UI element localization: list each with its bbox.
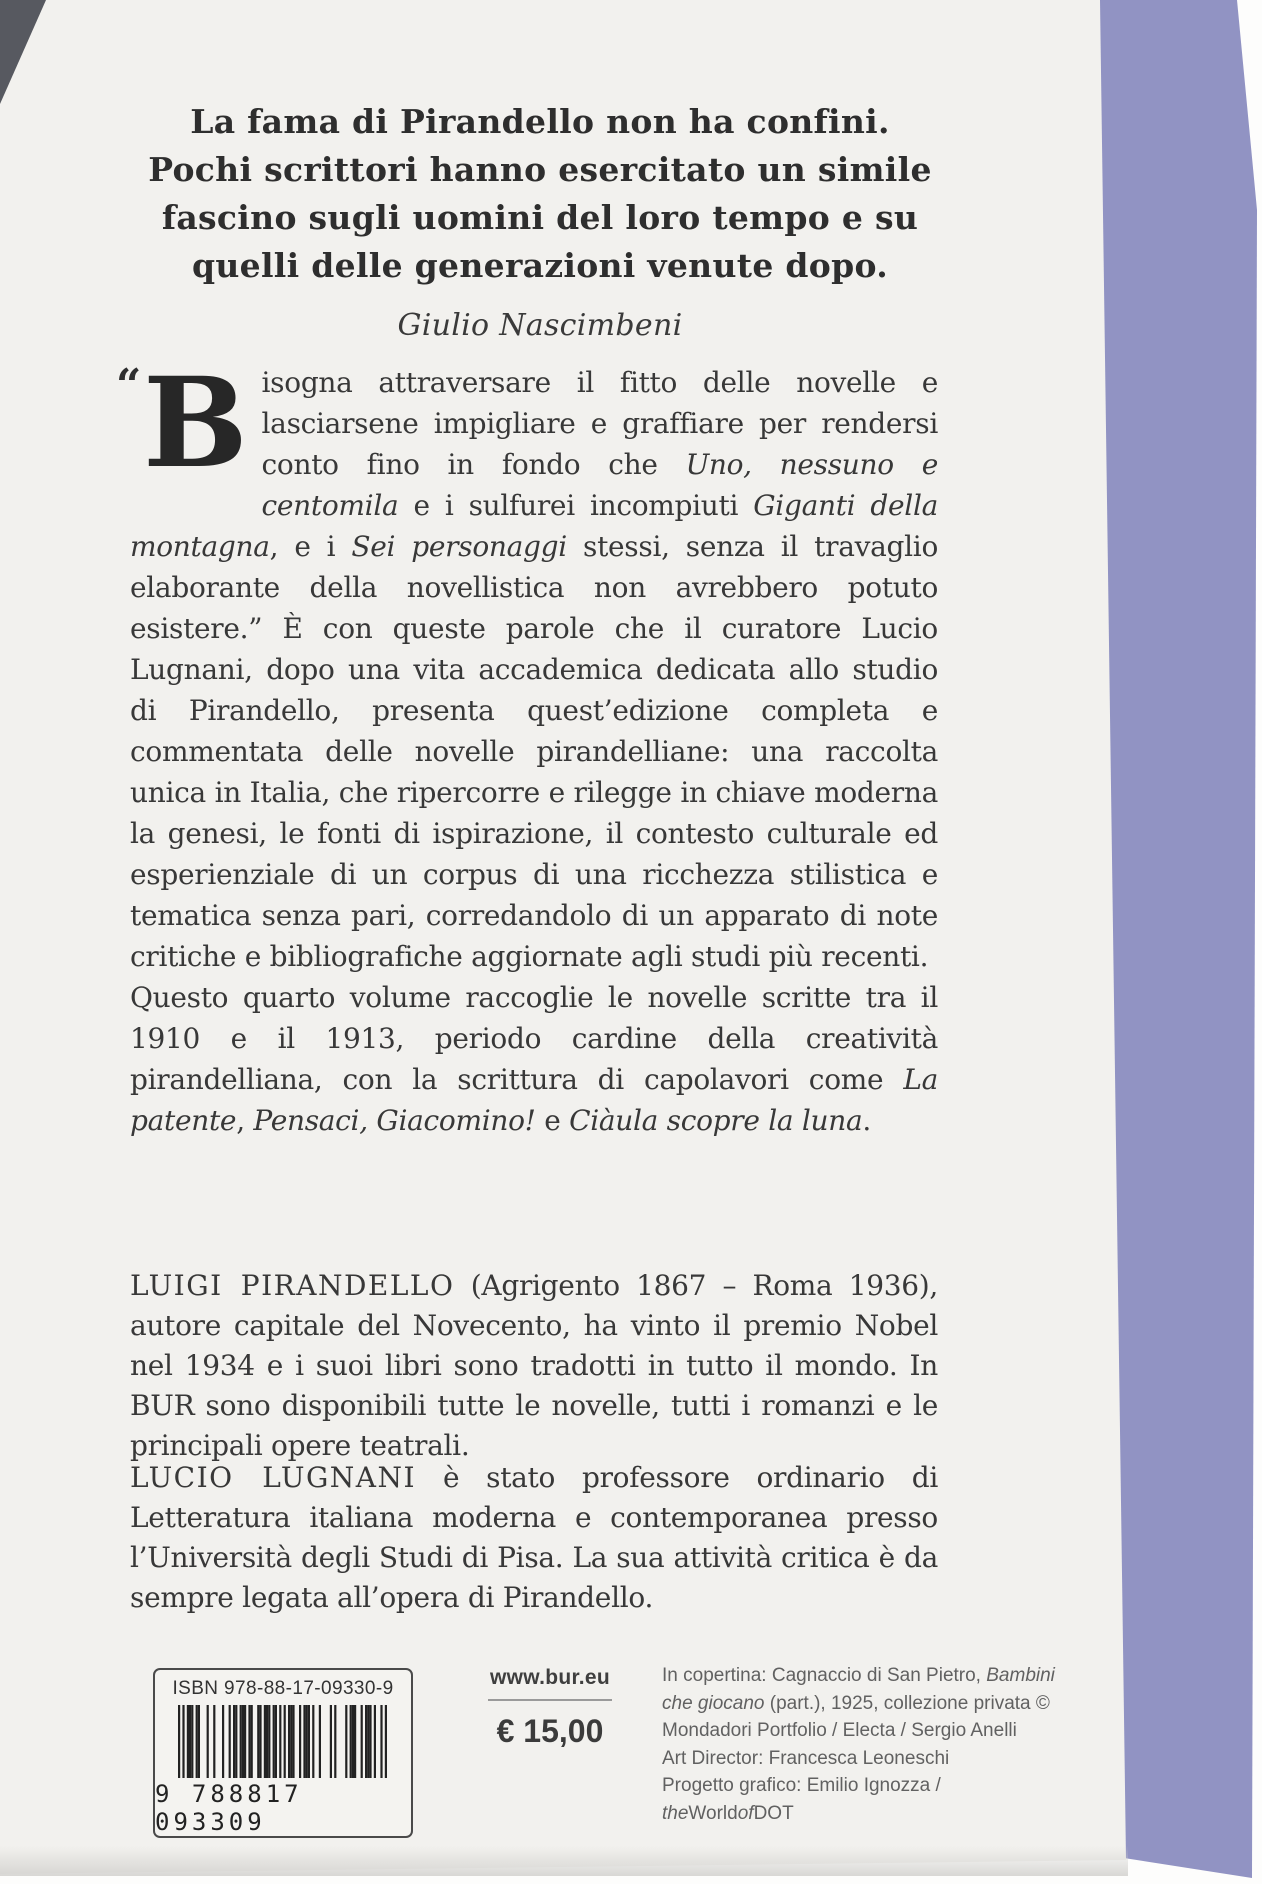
blurb-paragraph-1-text: isogna attraversare il fitto delle novelle e lasciarsene impigliare e graffiare per rendersi conto fino in fondo che Uno, nessuno e centomila e i sulfurei incompiuti Giganti della montagna, e i Sei personaggi stessi, senza il travaglio elaborante della novellistica non avrebbero potuto esistere.” È con queste parole che il curatore Lucio Lugnani, dopo una vita accademica dedicata allo studio di Pirandello, presenta quest’edizione completa e commentata delle novelle pirandelliane: una raccolta unica in Italia, che ripercorre e rilegge in chiave moderna la genesi, le fonti di ispirazione, il contesto culturale ed esperienziale di un corpus di una ricchezza stilistica e tematica senza pari, corredandolo di un apparato di note critiche e bibliografiche aggiornate agli studi più recenti. <box>130 366 939 973</box>
opening-quote-mark: “ <box>116 360 142 411</box>
quote-line: fascino sugli uomini del loro tempo e su <box>161 198 919 237</box>
quote-line: quelli delle generazioni venute dopo. <box>192 246 888 285</box>
blurb-paragraph-1 <box>116 351 939 977</box>
graphic-design-credit: Progetto grafico: Emilio Ignozza / theWorldofDOT <box>662 1775 941 1824</box>
quote-line: Pochi scrittori hanno esercitato un simile <box>148 150 932 189</box>
review-quote <box>0 98 1080 350</box>
cover-bottom-shadow <box>0 1846 1128 1876</box>
quote-line: La fama di Pirandello non ha confini. <box>190 102 890 141</box>
barcode-number: 9 788817 093309 <box>155 1780 303 1836</box>
blurb-paragraph-2: Questo quarto volume raccoglie le novelle scritte tra il 1910 e il 1913, periodo cardine della creatività pirandelliana, con la scrittura di capolavori come La patente, Pensaci, Giacomino! e Ciàula scopre la luna. <box>130 981 938 1137</box>
publisher-website: www.bur.eu <box>489 1666 611 1689</box>
cover-art-credit: In copertina: Cagnaccio di San Pietro, Bambini che giocano (part.), 1925, collezione privata © Mondadori Portfolio / Electa / Sergio Anelli <box>662 1665 1055 1741</box>
blurb-text <box>116 351 939 1141</box>
editor-bio-lugnani: LUCIO LUGNANI è stato professore ordinario di Letteratura italiana moderna e contemporanea presso l’Università degli Studi di Pisa. La sua attività critica è da sempre legata all’opera di Pirandello. <box>130 1461 938 1614</box>
isbn-label: ISBN 978-88-17-09330-9 <box>172 1678 394 1699</box>
quote-attribution: Giulio Nascimbeni <box>397 308 683 343</box>
drop-cap-group <box>116 351 248 496</box>
price: € 15,00 <box>496 1713 604 1749</box>
price-divider <box>488 1699 612 1701</box>
publisher-info <box>478 1666 622 1750</box>
author-bio-pirandello: LUIGI PIRANDELLO (Agrigento 1867 – Roma 1936), autore capitale del Novecento, ha vinto il premio Nobel nel 1934 e i suoi libri sono tradotti in tutto il mondo. In BUR sono disponibili tutte le novelle, tutti i romanzi e le principali opere teatrali. <box>130 1269 938 1462</box>
credits-block <box>662 1662 1062 1827</box>
drop-cap-letter: B <box>143 351 248 496</box>
isbn-barcode-box <box>153 1668 413 1838</box>
ean13-barcode <box>177 1705 389 1778</box>
art-director-credit: Art Director: Francesca Leoneschi <box>662 1747 950 1769</box>
